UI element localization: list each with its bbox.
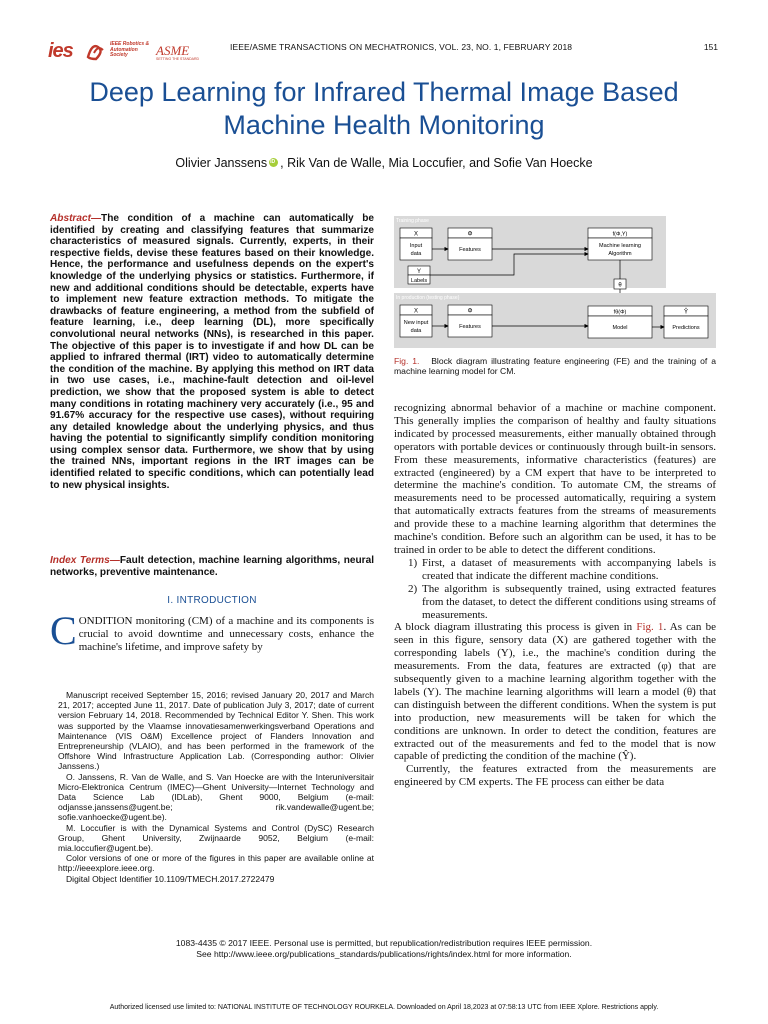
copyright-line-1: 1083-4435 © 2017 IEEE. Personal use is permitted, but republication/redistribution requires IEEE permission. bbox=[175, 938, 593, 948]
input-data-text-2: data bbox=[410, 251, 422, 257]
y-hat-text: Ŷ bbox=[683, 309, 689, 316]
footnote-color: Color versions of one or more of the figures in this paper are available online at http://ieeexplore.ieee.org. bbox=[58, 853, 374, 874]
license-notice: Authorized licensed use limited to: NATIONAL INSTITUTE OF TECHNOLOGY ROURKELA. Downloaded on April 18,2023 at 07:58:13 UTC from IEEE Xplore. Restrictions apply. bbox=[109, 1004, 659, 1011]
copyright-notice bbox=[40, 938, 728, 960]
production-phase-label: In production (testing phase) bbox=[396, 295, 460, 301]
y-header-text: Y bbox=[416, 269, 422, 275]
asme-logo: ASME bbox=[156, 43, 190, 58]
right-column-body bbox=[394, 402, 716, 789]
abstract-text: The condition of a machine can automatically be identified by creating and classifying features that summarize characteristics of measured signals. Currently, experts, in their respective fields, devise these features based on their knowledge. Hence, the performance and usefulness depends on the expert's knowledge of the underlying physics or statistics. Furthermore, if new and additional conditions should be detectable, experts have to implement new feature extraction methods. To mitigate the drawbacks of feature engineering, a method from the subfield of feature learning, i.e., deep learning (DL), more specifically convolutional neural networks (NNs), is researched in this paper. The objective of this paper is to investigate if and how DL can be applied to infrared thermal (IRT) video to automatically determine the condition of the machine. By applying this method on IRT data in two use cases, i.e., machine-fault detection and oil-level prediction, we show that the proposed system is able to detect many conditions in rotating machinery very accurately (i.e., 95 and 91.67% accuracy for the respective use cases), without requiring any detailed knowledge about the underlying physics, and thus having the potential to significantly simplify condition monitoring using complex sensor data. Furthermore, we show that by using the trained NNs, important regions in the IRT images can be identified related to specific conditions, which can potentially lead to new physical insights. bbox=[50, 213, 374, 491]
index-terms-text: Fault detection, machine learning algorithms, neural networks, preventive maintenance. bbox=[50, 555, 374, 578]
list-item-number: 1) bbox=[408, 556, 418, 569]
input-data-text: Input bbox=[409, 243, 423, 249]
orcid-icon[interactable] bbox=[269, 158, 278, 167]
footnote-manuscript: Manuscript received September 15, 2016; revised January 20, 2017 and March 21, 2017; accepted June 11, 2017. Date of publication July 3, 2017; date of current version February 14, 2018. Recommended by Technical Editor Y. Shen. This work was supported by the Vlaamse innovatiesamenwerkingsverband Operations and Maintenance (VIS O&M) Excellence project of Flanders Innovation and Entrepreneurship (VLAIO), and has been performed in the framework of the Offshore Wind Infrastructure Application Lab. (Corresponding author: Olivier Janssens.) bbox=[58, 690, 374, 772]
footnote-affiliation-2: M. Loccufier is with the Dynamical Systems and Control (DySC) Research Group, Ghent University, Zwijnaarde 9052, Belgium (e-mail: mia.loccufier@ugent.be). bbox=[58, 822, 374, 854]
phi-header-text: Φ bbox=[467, 231, 473, 238]
list-item-text: First, a dataset of measurements with accompanying labels is created that indicate the different machine conditions. bbox=[422, 556, 716, 582]
footnote-doi: Digital Object Identifier 10.1109/TMECH.2017.2722479 bbox=[66, 873, 275, 884]
ies-logo: ies bbox=[48, 40, 73, 62]
f-phi-y-text: f(Φ,Y) bbox=[612, 231, 628, 238]
phi-prod-header-text: Φ bbox=[467, 308, 473, 315]
body-paragraph-2-b: . As can be seen in this figure, sensory data (X) are gathered together with the corresponding labels (Y), i.e., the machine's condition during the measurements. From the data, features are extracted (φ) that are subsequently given to a machine learning algorithm together with the labels (Y). The machine learning algorithms will learn a model (θ) that can distinguish between the different conditions. When the system is put into production, new measurements will be taken for which the conditions are unknown. In order to detect the condition, features are extracted out of the measurements and fed to the model that is now capable of predicting the condition of the machine (Ŷ). bbox=[394, 621, 716, 763]
predictions-text: Predictions bbox=[672, 325, 700, 331]
intro-paragraph bbox=[50, 608, 374, 654]
x-header-text: X bbox=[413, 231, 419, 238]
f-theta-text: fθ(Φ) bbox=[613, 309, 627, 316]
figure-1-caption bbox=[394, 356, 716, 377]
footnote-affiliation-1: O. Janssens, R. Van de Walle, and S. Van Hoecke are with the Interuniversitair Micro-Elektronica Centrum (IMEC)—Ghent University—Internet Technology and Data Science Lab (IDLab), Ghent 9000, Belgium (e-mail: odjansse.janssens@ugent.be; rik.vandewalle@ugent.be; sofie.vanhoecke@ugent.be). bbox=[58, 771, 374, 823]
asme-logo-subtext: SETTING THE STANDARD bbox=[156, 57, 200, 61]
page-number: 151 bbox=[703, 42, 718, 52]
ras-logo-text: IEEE Robotics & Automation Society bbox=[110, 41, 150, 58]
ras-logo-icon bbox=[86, 41, 106, 61]
body-paragraph-2 bbox=[394, 621, 716, 763]
labels-text: Labels bbox=[410, 278, 428, 284]
theta-text: θ bbox=[618, 282, 622, 289]
figure-1-caption-lead[interactable]: Fig. 1. bbox=[394, 356, 420, 366]
intro-smallcaps: ONDITION bbox=[78, 615, 133, 627]
body-paragraph-1: recognizing abnormal behavior of a machine or machine component. This generally implies the comparison of healthy and faulty situations indicated by processed measurements, either manually obtained through operators with portable devices or continuously through built-in sensors. From these measurements, informative characteristics (features) are extracted (engineered) by a CM expert that have to be interpreted to determine the machine's condition. To automate CM, the streams of measurements need to be processed automatically, requiring a system that automatically extracts features from the streams of measurements and provide these to a machine learning algorithm that determines the machine's condition. Before such an algorithm can be used, it has to be trained in order to be able to detect the different conditions. bbox=[394, 402, 716, 556]
publisher-logos bbox=[48, 40, 208, 64]
copyright-line-2[interactable]: See http://www.ieee.org/publications_standards/publications/rights/index.html for more information. bbox=[196, 949, 572, 959]
figure-1-caption-text: Block diagram illustrating feature engineering (FE) and the training of a machine learning model for CM. bbox=[394, 356, 716, 377]
footnote bbox=[58, 690, 374, 884]
fig-1-link[interactable]: Fig. 1 bbox=[636, 621, 664, 634]
figure-1-block-diagram bbox=[394, 216, 716, 348]
list-item bbox=[394, 557, 716, 583]
model-text: Model bbox=[612, 325, 628, 331]
intro-text: monitoring (CM) of a machine and its components is crucial to avoid downtime and unnecessary costs, enhance the machine's lifetime, and improve safety by bbox=[78, 615, 374, 653]
x-prod-header-text: X bbox=[413, 308, 419, 315]
journal-header: IEEE/ASME TRANSACTIONS ON MECHATRONICS, VOL. 23, NO. 1, FEBRUARY 2018 bbox=[230, 42, 573, 52]
ml-algorithm-text: Machine learning bbox=[599, 243, 641, 249]
drop-cap: C bbox=[50, 608, 77, 653]
ml-algorithm-text-2: Algorithm bbox=[608, 251, 632, 257]
process-list bbox=[394, 557, 716, 622]
features-text: Features bbox=[459, 247, 481, 253]
index-terms-lead: Index Terms— bbox=[50, 555, 120, 566]
index-terms bbox=[50, 555, 374, 578]
first-author: Olivier Janssens bbox=[175, 156, 268, 170]
new-input-text-2: data bbox=[410, 328, 422, 334]
list-item-number: 2) bbox=[408, 582, 418, 595]
abstract bbox=[50, 213, 374, 491]
list-item bbox=[394, 583, 716, 622]
paper-title: Deep Learning for Infrared Thermal Image Based Machine Health Monitoring bbox=[89, 77, 679, 140]
new-input-text: New input bbox=[403, 320, 429, 326]
body-paragraph-2-a: A block diagram illustrating this process is given in bbox=[394, 621, 637, 634]
abstract-lead: Abstract— bbox=[50, 213, 102, 224]
training-phase-label: Training phase bbox=[396, 218, 429, 224]
section-heading-introduction: I. INTRODUCTION bbox=[167, 595, 257, 606]
features-prod-text: Features bbox=[459, 324, 481, 330]
other-authors: , Rik Van de Walle, Mia Loccufier, and Sofie Van Hoecke bbox=[280, 156, 593, 170]
body-paragraph-3: Currently, the features extracted from the measurements are engineered by CM experts. The FE process can either be data bbox=[394, 763, 716, 789]
author-list bbox=[40, 156, 728, 170]
list-item-text: The algorithm is subsequently trained, using extracted features from the dataset, to detect the different conditions using streams of measurements. bbox=[422, 582, 716, 621]
